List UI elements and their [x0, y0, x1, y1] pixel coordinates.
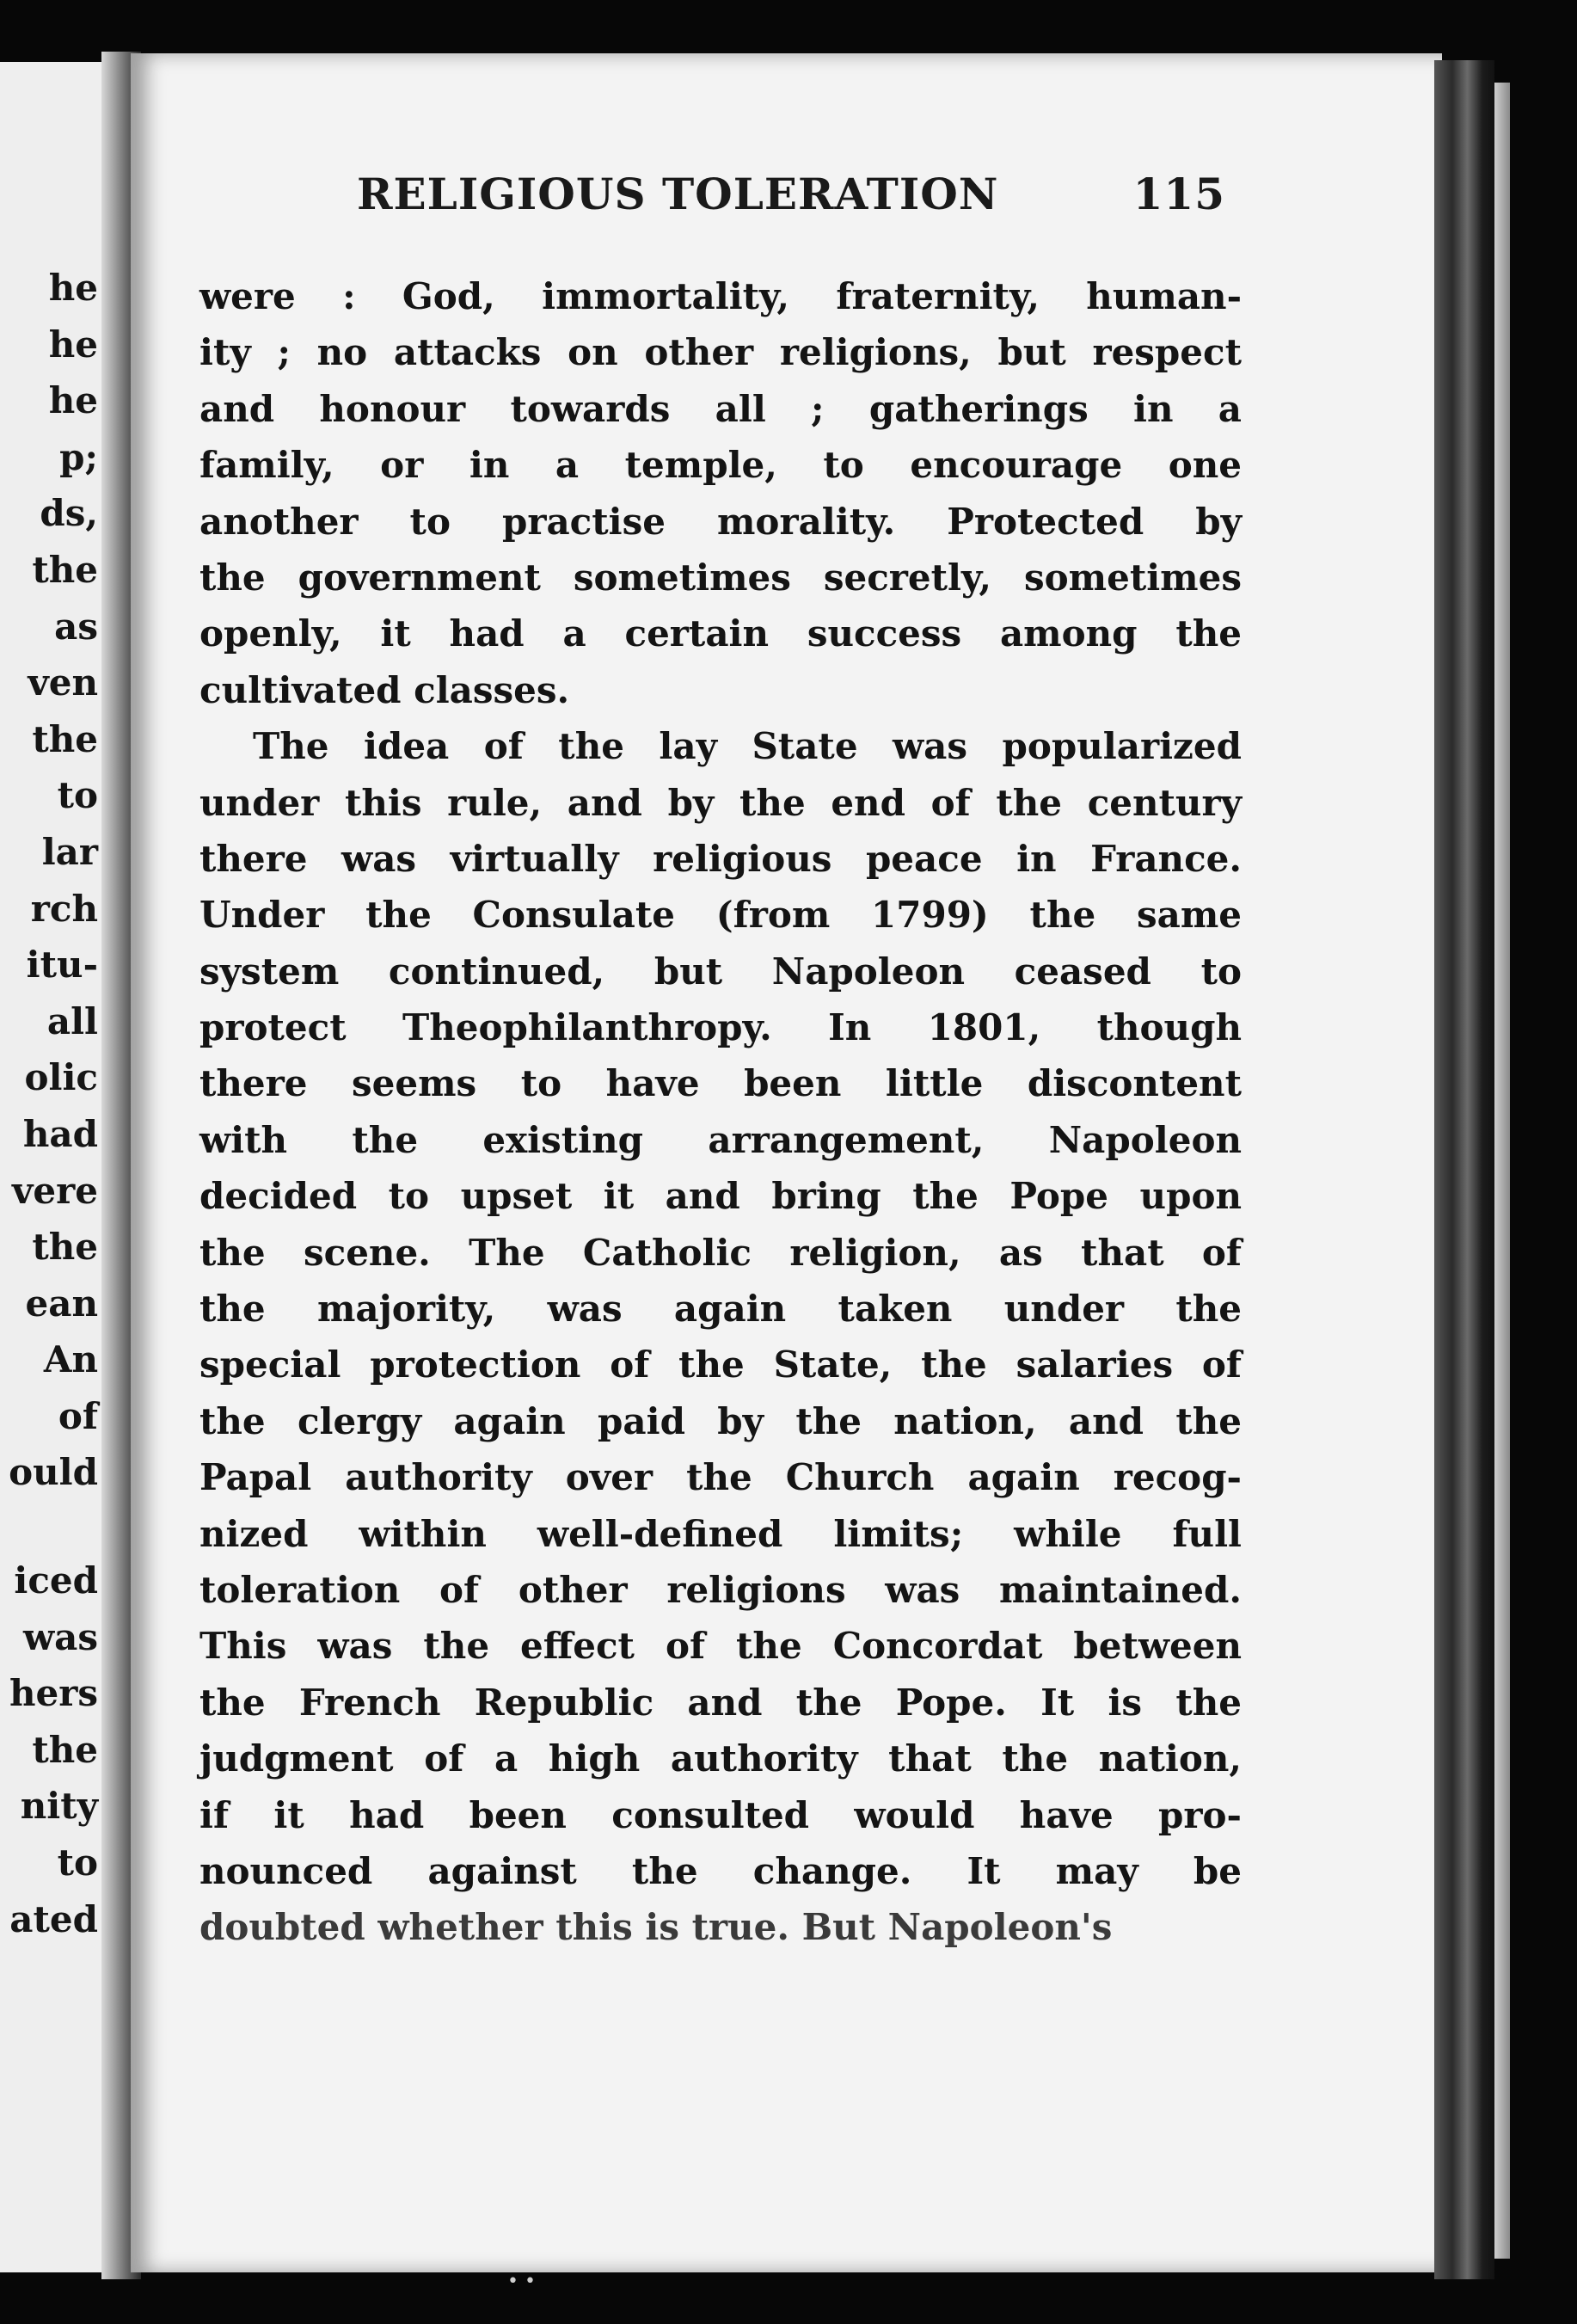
- body-text: [199, 268, 1242, 1956]
- left-fragment-line: to: [57, 1841, 98, 1884]
- left-fragment-line: ds,: [40, 492, 98, 535]
- left-fragment-line: rch: [30, 887, 98, 930]
- text-line: under this rule, and by the end of the century: [199, 781, 1242, 824]
- paragraph: [199, 718, 1242, 1956]
- left-fragment-line: olic: [24, 1056, 98, 1099]
- text-line: the French Republic and the Pope. It is the: [199, 1681, 1242, 1724]
- text-line: cultivated classes.: [199, 668, 570, 711]
- text-line: special protection of the State, the salaries of: [199, 1343, 1242, 1386]
- text-line: nounced against the change. It may be: [199, 1849, 1242, 1892]
- text-line: ity ; no attacks on other religions, but respect: [199, 331, 1242, 374]
- text-line: toleration of other religions was maintained.: [199, 1568, 1242, 1611]
- left-fragment-line: ean: [25, 1282, 98, 1325]
- left-fragment-line: was: [22, 1615, 98, 1658]
- text-line: if it had been consulted would have pro-: [199, 1793, 1242, 1836]
- left-fragment-line: ated: [9, 1897, 98, 1940]
- left-fragment-line: itu-: [26, 944, 98, 987]
- text-line: with the existing arrangement, Napoleon: [199, 1118, 1242, 1161]
- left-fragment-line: ould: [9, 1451, 98, 1494]
- left-fragment-line: p;: [59, 435, 98, 478]
- left-fragment-line: [0, 1501, 98, 1552]
- left-fragment-line: nity: [20, 1785, 98, 1828]
- text-line: nized within well-defined limits; while full: [199, 1512, 1242, 1555]
- text-line: and honour towards all ; gatherings in a: [199, 387, 1242, 430]
- left-fragment-line: the: [32, 717, 98, 760]
- page-title: RELIGIOUS TOLERATION: [357, 169, 999, 219]
- left-fragment-line: iced: [14, 1559, 98, 1602]
- left-fragment-line: ven: [28, 661, 98, 704]
- left-fragment-line: all: [46, 999, 98, 1042]
- text-line: decided to upset it and bring the Pope upon: [199, 1175, 1242, 1218]
- text-line: the majority, was again taken under the: [199, 1288, 1242, 1331]
- text-line: the scene. The Catholic religion, as that of: [199, 1231, 1242, 1274]
- text-line: The idea of the lay State was popularized: [253, 725, 1242, 768]
- text-line: doubted whether this is true. But Napoleon's: [199, 1906, 1113, 1949]
- page-stack-highlight: [1494, 83, 1510, 2259]
- page-stack-edge: [1434, 60, 1494, 2279]
- left-fragment-line: of: [58, 1394, 98, 1437]
- left-facing-page: [0, 62, 108, 2272]
- page-number: 115: [1132, 169, 1225, 219]
- text-line: openly, it had a certain success among the: [199, 612, 1242, 655]
- text-line: another to practise morality. Protected by: [199, 500, 1242, 543]
- left-page-text-fragments: [0, 260, 98, 1947]
- left-fragment-line: the: [32, 548, 98, 591]
- text-line: family, or in a temple, to encourage one: [199, 444, 1242, 487]
- left-fragment-line: had: [22, 1112, 98, 1155]
- scan-specks: • •: [507, 2271, 536, 2292]
- left-fragment-line: lar: [41, 830, 98, 873]
- left-fragment-line: he: [48, 323, 98, 366]
- left-fragment-line: hers: [9, 1672, 98, 1715]
- text-line: system continued, but Napoleon ceased to: [199, 950, 1242, 993]
- left-fragment-line: An: [43, 1338, 98, 1381]
- text-line: judgment of a high authority that the nation,: [199, 1737, 1242, 1780]
- text-line: the government sometimes secretly, sometimes: [199, 556, 1242, 599]
- text-line: there was virtually religious peace in France.: [199, 837, 1242, 880]
- text-line: there seems to have been little discontent: [199, 1062, 1242, 1105]
- text-line: This was the effect of the Concordat between: [199, 1625, 1242, 1668]
- left-fragment-line: the: [32, 1728, 98, 1771]
- text-line: were : God, immortality, fraternity, human-: [199, 275, 1242, 317]
- text-line: Under the Consulate (from 1799) the same: [199, 894, 1242, 937]
- left-fragment-line: to: [57, 774, 98, 817]
- paragraph: [199, 268, 1242, 718]
- text-line: Papal authority over the Church again recog-: [199, 1456, 1242, 1499]
- left-fragment-line: as: [54, 605, 98, 648]
- left-fragment-line: he: [48, 267, 98, 309]
- text-line: protect Theophilanthropy. In 1801, though: [199, 1006, 1242, 1049]
- left-fragment-line: he: [48, 379, 98, 422]
- left-fragment-line: vere: [12, 1169, 98, 1212]
- text-line: the clergy again paid by the nation, and the: [199, 1399, 1242, 1442]
- left-fragment-line: the: [32, 1226, 98, 1269]
